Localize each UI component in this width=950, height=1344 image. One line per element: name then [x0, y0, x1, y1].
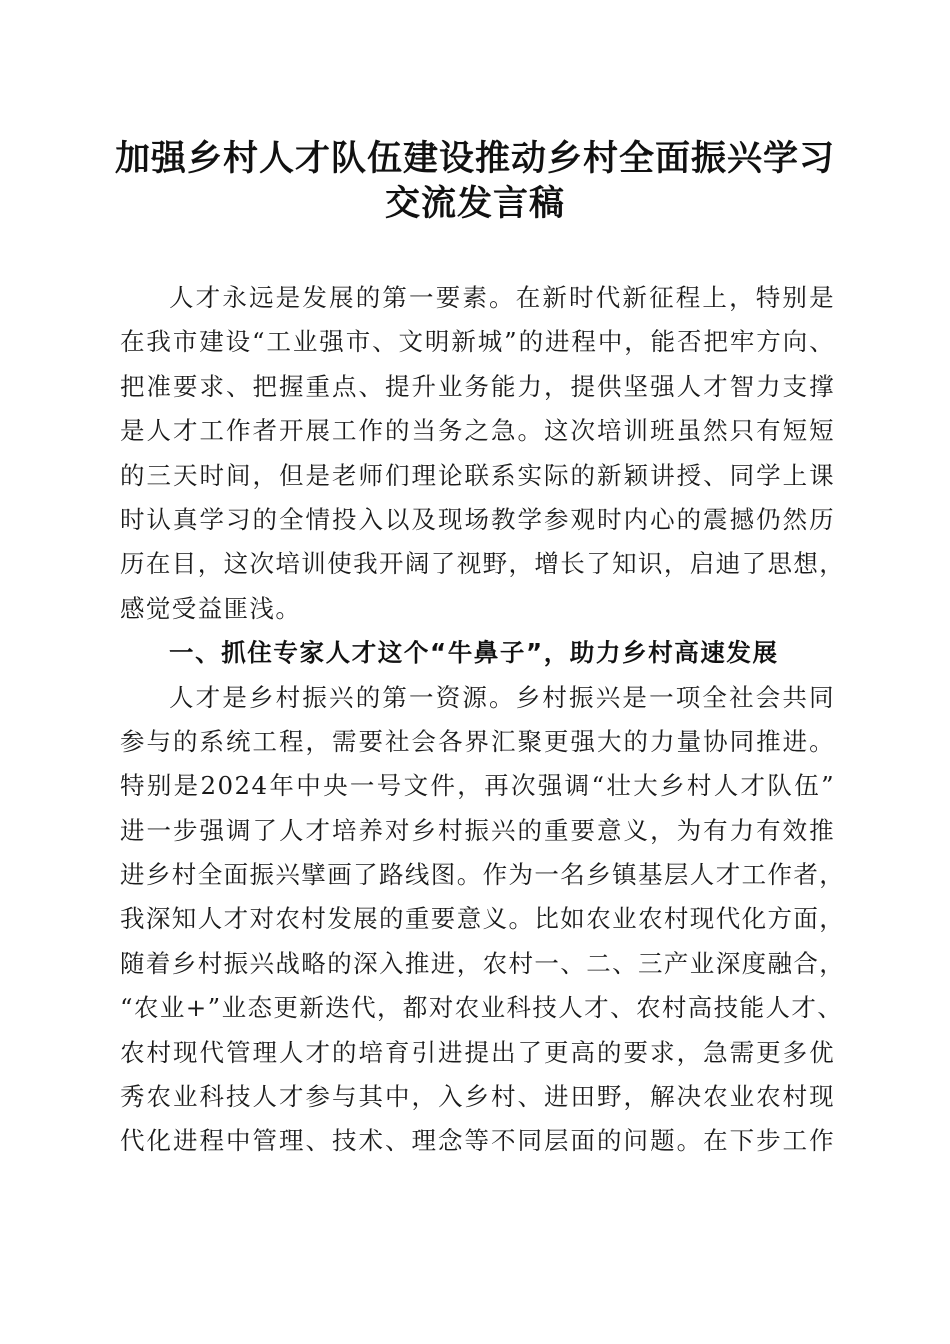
paragraph-1-line: 把准要求、把握重点、提升业务能力，提供坚强人才智力支撑: [120, 371, 835, 401]
paragraph-2-line: 进乡村全面振兴擘画了路线图。作为一名乡镇基层人才工作者，: [120, 860, 846, 890]
paragraph-2-line: 代化进程中管理、技术、理念等不同层面的问题。在下步工作: [120, 1126, 835, 1156]
paragraph-1-line: 的三天时间，但是老师们理论联系实际的新颖讲授、同学上课: [120, 460, 835, 490]
paragraph-2-line: 特别是2024年中央一号文件，再次强调“壮大乡村人才队伍”: [120, 771, 835, 801]
paragraph-2-line: “农业+”业态更新迭代，都对农业科技人才、农村高技能人才、: [120, 993, 844, 1023]
paragraph-1-line: 历在目，这次培训使我开阔了视野，增长了知识，启迪了思想，: [120, 549, 846, 579]
section-heading-1: 一、抓住专家人才这个“牛鼻子”，助力乡村高速发展: [169, 638, 779, 668]
paragraph-2-line: 秀农业科技人才参与其中，入乡村、进田野，解决农业农村现: [120, 1082, 835, 1112]
paragraph-1-line: 是人才工作者开展工作的当务之急。这次培训班虽然只有短短: [120, 416, 835, 446]
paragraph-2-line: 进一步强调了人才培养对乡村振兴的重要意义，为有力有效推: [120, 815, 835, 845]
paragraph-2-line: 农村现代管理人才的培育引进提出了更高的要求，急需更多优: [120, 1037, 835, 1067]
paragraph-2-line: 人才是乡村振兴的第一资源。乡村振兴是一项全社会共同: [169, 682, 835, 712]
paragraph-2-line: 随着乡村振兴战略的深入推进，农村一、二、三产业深度融合，: [120, 948, 846, 978]
paragraph-2-line: 我深知人才对农村发展的重要意义。比如农业农村现代化方面，: [120, 904, 846, 934]
paragraph-1-line: 感觉受益匪浅。: [120, 593, 302, 623]
document-title-line-1: 加强乡村人才队伍建设推动乡村全面振兴学习: [114, 138, 835, 179]
document-body: [120, 276, 846, 1164]
paragraph-1-line: 在我市建设“工业强市、文明新城”的进程中，能否把牢方向、: [120, 327, 835, 357]
paragraph-2-line: 参与的系统工程，需要社会各界汇聚更强大的力量协同推进。: [120, 726, 835, 756]
paragraph-1-line: 时认真学习的全情投入以及现场教学参观时内心的震撼仍然历: [120, 504, 835, 534]
document-title-line-2: 交流发言稿: [384, 183, 565, 224]
paragraph-1-line: 人才永远是发展的第一要素。在新时代新征程上，特别是: [169, 283, 835, 312]
